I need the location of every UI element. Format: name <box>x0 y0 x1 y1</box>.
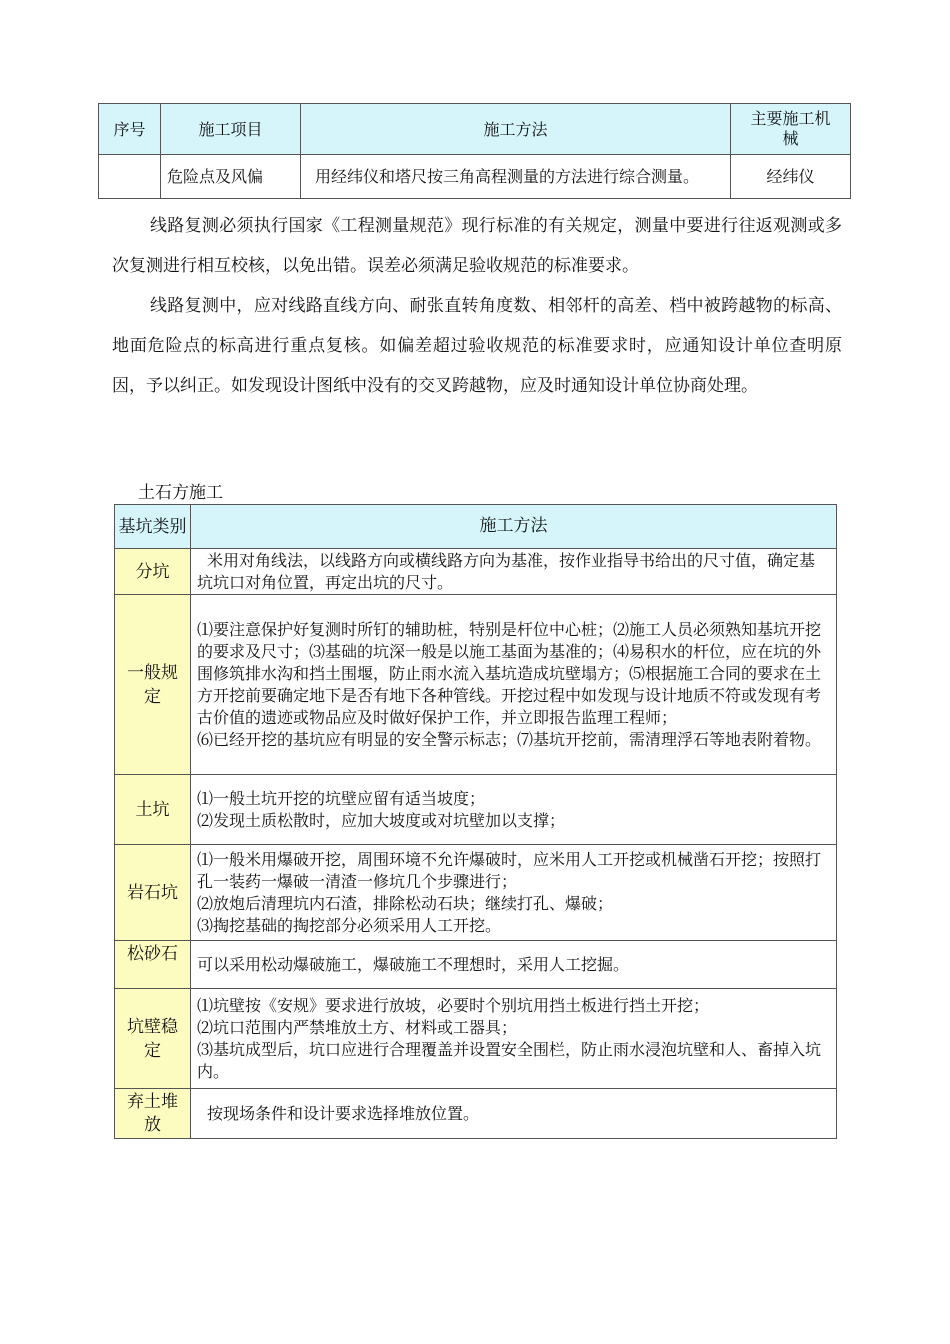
table-row <box>115 595 837 775</box>
table-header-row <box>115 505 837 549</box>
table-row <box>99 155 851 199</box>
method-line: ⑴要注意保护好复测时所钉的辅助桩，特别是杆位中心桩；⑵施工人员必须熟知基坑开挖的要求及尺寸；⑶基础的坑深一般是以施工基面为基准的；⑷易积水的杆位，应在坑的外围修筑排水沟和挡土围堰，防止雨水流入基坑造成坑壁塌方；⑸根据施工合同的要求在土方开挖前要确定地下是否有地下各种管线。开挖过程中如发现与设计地质不符或发现有考古价值的遗迹或物品应及时做好保护工作，并立即报告监理工程师； <box>197 619 822 727</box>
header-no: 序号 <box>99 104 161 155</box>
method-cell <box>191 1089 837 1139</box>
earthwork-table <box>114 504 837 1139</box>
method-cell <box>191 845 837 941</box>
header-method: 施工方法 <box>191 505 837 549</box>
method-line: ⑵坑口范围内严禁堆放土方、材料或工器具； <box>197 1017 518 1037</box>
method-line: ⑵发现土质松散时，应加大坡度或对坑壁加以支撑； <box>197 810 566 830</box>
cell-item: 危险点及风偏 <box>161 155 301 199</box>
method-cell <box>191 989 837 1089</box>
category-cell: 弃土堆放 <box>115 1089 191 1139</box>
construction-items-table <box>98 103 851 199</box>
table-row <box>115 775 837 845</box>
method-line: ⑴一般土坑开挖的坑壁应留有适当坡度； <box>197 788 486 808</box>
category-cell: 一般规定 <box>115 595 191 775</box>
cell-machine: 经纬仪 <box>731 155 851 199</box>
section-title: 土石方施工 <box>138 483 223 503</box>
category-cell: 坑壁稳定 <box>115 989 191 1089</box>
cell-no <box>99 155 161 199</box>
category-cell: 分坑 <box>115 549 191 595</box>
paragraph-survey-check: 线路复测中，应对线路直线方向、耐张直转角度数、相邻杆的高差、档中被跨越物的标高、地面危险点的标高进行重点复核。如偏差超过验收规范的标准要求时，应通知设计单位查明原因，予以纠正。如发现设计图纸中没有的交叉跨越物，应及时通知设计单位协商处理。 <box>112 296 842 396</box>
method-line: ⑴坑壁按《安规》要求进行放坡，必要时个别坑用挡土板进行挡土开挖； <box>197 995 710 1015</box>
category-cell: 土坑 <box>115 775 191 845</box>
table-row <box>115 941 837 989</box>
method-cell <box>191 941 837 989</box>
header-machine: 主要施工机械 <box>731 104 851 155</box>
method-cell <box>191 775 837 845</box>
method-line: ⑶基坑成型后，坑口应进行合理覆盖并设置安全围栏，防止雨水浸泡坑壁和人、畜掉入坑内。 <box>197 1039 822 1081</box>
method-line: ⑵放炮后清理坑内石渣，排除松动石块；继续打孔、爆破； <box>197 893 614 913</box>
table-header-row <box>99 104 851 155</box>
header-method: 施工方法 <box>301 104 731 155</box>
paragraph-survey-standard: 线路复测必须执行国家《工程测量规范》现行标准的有关规定，测量中要进行往返观测或多次复测进行相互校核，以免出错。误差必须满足验收规范的标准要求。 <box>112 216 842 276</box>
method-line: ⑶掏挖基础的掏挖部分必须采用人工开挖。 <box>197 915 502 935</box>
method-cell <box>191 595 837 775</box>
table-row <box>115 1089 837 1139</box>
header-item: 施工项目 <box>161 104 301 155</box>
table-row <box>115 989 837 1089</box>
method-line: ⑹已经开挖的基坑应有明显的安全警示标志；⑺基坑开挖前，需清理浮石等地表附着物。 <box>197 729 822 749</box>
table-row <box>115 845 837 941</box>
method-line: 按现场条件和设计要求选择堆放位置。 <box>207 1103 480 1123</box>
method-line: 米用对角线法，以线路方向或横线路方向为基准，按作业指导书给出的尺寸值，确定基坑坑口对角位置，再定出坑的尺寸。 <box>197 550 816 592</box>
category-cell: 岩石坑 <box>115 845 191 941</box>
cell-method: 用经纬仪和塔尺按三角高程测量的方法进行综合测量。 <box>301 155 731 199</box>
method-line: 可以采用松动爆破施工，爆破施工不理想时，采用人工挖掘。 <box>197 954 630 974</box>
category-cell: 松砂石 <box>115 941 191 989</box>
header-category: 基坑类别 <box>115 505 191 549</box>
method-cell <box>191 549 837 595</box>
method-line: ⑴一般米用爆破开挖，周围环境不允许爆破时，应米用人工开挖或机械凿石开挖；按照打孔一装药一爆破一清渣一修坑几个步骤进行； <box>197 849 822 891</box>
table-row <box>115 549 837 595</box>
